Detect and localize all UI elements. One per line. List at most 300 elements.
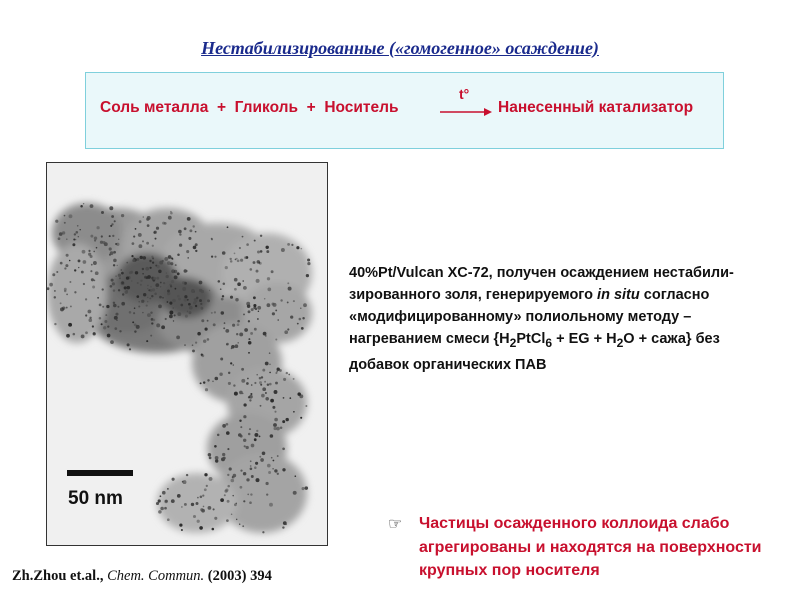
- pt-nanoparticle: [104, 320, 107, 323]
- pt-nanoparticle: [197, 497, 199, 499]
- pt-nanoparticle: [236, 503, 237, 504]
- pt-nanoparticle: [250, 332, 253, 335]
- pt-nanoparticle: [110, 340, 114, 344]
- description-line: нагреванием смеси {$H_2PtCl_6$ + EG + $H_2O$ + сажа} без: [349, 331, 720, 350]
- pt-nanoparticle: [259, 381, 262, 384]
- pt-nanoparticle: [228, 372, 230, 374]
- pt-nanoparticle: [177, 295, 180, 298]
- pt-nanoparticle: [144, 276, 147, 279]
- pt-nanoparticle: [188, 303, 191, 306]
- pt-nanoparticle: [207, 379, 209, 381]
- pt-nanoparticle: [143, 293, 146, 296]
- pt-nanoparticle: [233, 364, 235, 366]
- pt-nanoparticle: [94, 237, 97, 240]
- pt-nanoparticle: [155, 283, 159, 287]
- pt-nanoparticle: [224, 489, 227, 492]
- pt-nanoparticle: [49, 283, 53, 287]
- pt-nanoparticle: [293, 300, 295, 302]
- pt-nanoparticle: [121, 302, 125, 306]
- pt-nanoparticle: [129, 348, 131, 350]
- pt-nanoparticle: [213, 323, 216, 326]
- pt-nanoparticle: [151, 322, 153, 324]
- pt-nanoparticle: [78, 236, 79, 237]
- pt-nanoparticle: [182, 287, 186, 291]
- pt-nanoparticle: [224, 322, 226, 324]
- pt-nanoparticle: [195, 231, 197, 233]
- pt-nanoparticle: [52, 273, 55, 276]
- pt-nanoparticle: [170, 262, 173, 265]
- pt-nanoparticle: [66, 254, 69, 257]
- pt-nanoparticle: [274, 469, 277, 472]
- pt-nanoparticle: [261, 394, 265, 398]
- pt-nanoparticle: [215, 377, 219, 381]
- pt-nanoparticle: [197, 332, 201, 336]
- pt-nanoparticle: [253, 296, 256, 299]
- pt-nanoparticle: [243, 472, 246, 475]
- pt-nanoparticle: [116, 243, 119, 246]
- pt-nanoparticle: [301, 248, 303, 250]
- pt-nanoparticle: [237, 323, 240, 326]
- pt-nanoparticle: [248, 320, 250, 322]
- pt-nanoparticle: [149, 260, 151, 262]
- pt-nanoparticle: [159, 296, 162, 299]
- scheme-reactants: Соль металла + Гликоль + Носитель: [100, 99, 399, 116]
- pt-nanoparticle: [93, 251, 95, 253]
- pt-nanoparticle: [111, 215, 114, 218]
- pt-nanoparticle: [93, 332, 96, 335]
- pt-nanoparticle: [260, 458, 264, 462]
- pt-nanoparticle: [226, 343, 229, 346]
- pt-nanoparticle: [244, 328, 248, 332]
- pt-nanoparticle: [160, 286, 162, 288]
- pt-nanoparticle: [253, 261, 256, 264]
- pt-nanoparticle: [99, 317, 102, 320]
- pt-nanoparticle: [212, 380, 214, 382]
- pt-nanoparticle: [234, 392, 238, 396]
- pt-nanoparticle: [192, 344, 194, 346]
- pt-nanoparticle: [256, 430, 258, 432]
- pt-nanoparticle: [64, 215, 66, 217]
- pt-nanoparticle: [138, 233, 142, 237]
- pt-nanoparticle: [220, 498, 224, 502]
- pt-nanoparticle: [189, 229, 192, 232]
- pt-nanoparticle: [237, 259, 240, 262]
- pt-nanoparticle: [200, 303, 202, 305]
- pt-nanoparticle: [281, 248, 285, 252]
- pt-nanoparticle: [273, 303, 277, 307]
- pt-nanoparticle: [163, 282, 165, 284]
- pt-nanoparticle: [299, 318, 302, 321]
- conclusion-text: Частицы осажденного коллоида слабо агрегированы и находятся на поверхности крупных пор носителя: [419, 515, 762, 579]
- scheme-condition: t°: [459, 86, 470, 102]
- pt-nanoparticle: [109, 254, 111, 256]
- pt-nanoparticle: [259, 456, 261, 458]
- pt-nanoparticle: [113, 264, 115, 266]
- pt-nanoparticle: [156, 227, 159, 230]
- pt-nanoparticle: [83, 260, 87, 264]
- pt-nanoparticle: [256, 270, 259, 273]
- pt-nanoparticle: [193, 301, 196, 304]
- pt-nanoparticle: [277, 319, 279, 321]
- pt-nanoparticle: [114, 327, 117, 330]
- pt-nanoparticle: [119, 277, 121, 279]
- pt-nanoparticle: [69, 260, 71, 262]
- pt-nanoparticle: [274, 390, 278, 394]
- pt-nanoparticle: [295, 475, 297, 477]
- pt-nanoparticle: [146, 305, 148, 307]
- pt-nanoparticle: [184, 503, 187, 506]
- pt-nanoparticle: [99, 304, 102, 307]
- pt-nanoparticle: [265, 397, 269, 401]
- pt-nanoparticle: [82, 250, 86, 254]
- pt-nanoparticle: [160, 495, 162, 497]
- pt-nanoparticle: [251, 475, 254, 478]
- pt-nanoparticle: [121, 214, 124, 217]
- pt-nanoparticle: [269, 363, 271, 365]
- pt-nanoparticle: [220, 358, 223, 361]
- pt-nanoparticle: [93, 261, 97, 265]
- pt-nanoparticle: [215, 459, 218, 462]
- pt-nanoparticle: [266, 250, 269, 253]
- pt-nanoparticle: [287, 282, 289, 284]
- pt-nanoparticle: [250, 465, 252, 467]
- pt-nanoparticle: [267, 288, 271, 292]
- pt-nanoparticle: [165, 318, 167, 320]
- pt-nanoparticle: [257, 251, 260, 254]
- pt-nanoparticle: [237, 342, 238, 343]
- pt-nanoparticle: [300, 417, 302, 419]
- pt-nanoparticle: [270, 399, 274, 403]
- pt-nanoparticle: [265, 335, 267, 337]
- pt-nanoparticle: [195, 305, 197, 307]
- pt-nanoparticle: [146, 340, 148, 342]
- pt-nanoparticle: [240, 259, 243, 262]
- pt-nanoparticle: [199, 299, 202, 302]
- pt-nanoparticle: [109, 247, 112, 250]
- pt-nanoparticle: [158, 305, 162, 309]
- pt-nanoparticle: [169, 315, 173, 319]
- pt-nanoparticle: [248, 310, 251, 313]
- pt-nanoparticle: [60, 302, 62, 304]
- pt-nanoparticle: [91, 264, 93, 266]
- pt-nanoparticle: [173, 320, 174, 321]
- pt-nanoparticle: [250, 467, 253, 470]
- pt-nanoparticle: [69, 214, 73, 218]
- pt-nanoparticle: [78, 259, 81, 262]
- pt-nanoparticle: [235, 298, 238, 301]
- pt-nanoparticle: [206, 485, 208, 487]
- pt-nanoparticle: [80, 205, 83, 208]
- pt-nanoparticle: [139, 220, 142, 223]
- pt-nanoparticle: [164, 500, 168, 504]
- pt-nanoparticle: [256, 374, 258, 376]
- pt-nanoparticle: [227, 500, 230, 503]
- pt-nanoparticle: [90, 270, 92, 272]
- pt-nanoparticle: [140, 280, 142, 282]
- pt-nanoparticle: [177, 272, 180, 275]
- pt-nanoparticle: [300, 307, 301, 308]
- pt-nanoparticle: [69, 281, 71, 283]
- pt-nanoparticle: [276, 370, 278, 372]
- pt-nanoparticle: [147, 285, 148, 286]
- pt-nanoparticle: [242, 280, 244, 282]
- pt-nanoparticle: [101, 235, 103, 237]
- pt-nanoparticle: [201, 319, 204, 322]
- pt-nanoparticle: [243, 439, 246, 442]
- pt-nanoparticle: [240, 435, 243, 438]
- pt-nanoparticle: [222, 251, 226, 255]
- pt-nanoparticle: [92, 286, 95, 289]
- pt-nanoparticle: [265, 362, 269, 366]
- pt-nanoparticle: [272, 406, 275, 409]
- pt-nanoparticle: [113, 289, 115, 291]
- pt-nanoparticle: [106, 305, 109, 308]
- pt-nanoparticle: [288, 287, 292, 291]
- pt-nanoparticle: [203, 340, 206, 343]
- pt-nanoparticle: [189, 311, 192, 314]
- pt-nanoparticle: [229, 467, 232, 470]
- pt-nanoparticle: [168, 255, 172, 259]
- pt-nanoparticle: [148, 289, 150, 291]
- pt-nanoparticle: [234, 278, 238, 282]
- pt-nanoparticle: [247, 378, 249, 380]
- conclusion-bullet: [388, 512, 788, 583]
- pt-nanoparticle: [72, 243, 75, 246]
- pt-nanoparticle: [158, 499, 161, 502]
- pt-nanoparticle: [207, 299, 210, 302]
- pt-nanoparticle: [179, 244, 182, 247]
- pt-nanoparticle: [120, 269, 122, 271]
- pt-nanoparticle: [230, 260, 233, 263]
- pt-nanoparticle: [107, 334, 111, 338]
- pt-nanoparticle: [240, 470, 242, 472]
- citation: Zh.Zhou et.al., Chem. Commun. (2003) 394: [12, 568, 272, 584]
- pt-nanoparticle: [221, 311, 224, 314]
- pt-nanoparticle: [227, 474, 229, 476]
- pt-nanoparticle: [115, 275, 117, 277]
- pt-nanoparticle: [179, 233, 181, 235]
- pt-nanoparticle: [284, 330, 288, 334]
- pt-nanoparticle: [177, 494, 181, 498]
- pt-nanoparticle: [228, 382, 231, 385]
- pt-nanoparticle: [240, 426, 242, 428]
- pt-nanoparticle: [296, 246, 299, 249]
- pt-nanoparticle: [271, 457, 273, 459]
- pt-nanoparticle: [225, 329, 229, 333]
- pt-nanoparticle: [179, 523, 182, 526]
- pt-nanoparticle: [143, 216, 145, 218]
- pt-nanoparticle: [257, 318, 259, 320]
- pt-nanoparticle: [170, 212, 173, 215]
- pt-nanoparticle: [167, 518, 170, 521]
- pt-nanoparticle: [280, 299, 282, 301]
- pt-nanoparticle: [142, 312, 143, 313]
- pt-nanoparticle: [235, 344, 239, 348]
- pt-nanoparticle: [275, 382, 278, 385]
- pt-nanoparticle: [66, 307, 68, 309]
- pt-nanoparticle: [132, 242, 135, 245]
- pt-nanoparticle: [268, 471, 271, 474]
- pt-nanoparticle: [181, 506, 182, 507]
- pt-nanoparticle: [119, 330, 121, 332]
- pt-nanoparticle: [103, 326, 106, 329]
- pt-nanoparticle: [254, 240, 256, 242]
- pt-nanoparticle: [158, 510, 162, 514]
- pt-nanoparticle: [249, 501, 252, 504]
- pt-nanoparticle: [221, 298, 224, 301]
- pt-nanoparticle: [205, 388, 208, 391]
- pt-nanoparticle: [255, 462, 258, 465]
- pt-nanoparticle: [266, 493, 268, 495]
- pt-nanoparticle: [174, 270, 177, 273]
- pointing-hand-icon: ☞: [388, 516, 403, 533]
- pt-nanoparticle: [236, 333, 238, 335]
- pt-nanoparticle: [162, 297, 164, 299]
- pt-nanoparticle: [291, 244, 293, 246]
- pt-nanoparticle: [147, 313, 151, 317]
- pt-nanoparticle: [133, 257, 135, 259]
- pt-nanoparticle: [180, 304, 183, 307]
- pt-nanoparticle: [129, 311, 132, 314]
- pt-nanoparticle: [131, 280, 133, 282]
- pt-nanoparticle: [127, 343, 130, 346]
- pt-nanoparticle: [172, 478, 175, 481]
- pt-nanoparticle: [287, 328, 289, 330]
- pt-nanoparticle: [297, 392, 301, 396]
- pt-nanoparticle: [153, 231, 155, 233]
- description-line: 40%Pt/Vulcan XC-72, получен осаждением нестабили-: [349, 265, 734, 281]
- pt-nanoparticle: [187, 311, 189, 313]
- pt-nanoparticle: [97, 297, 99, 299]
- pt-nanoparticle: [247, 494, 249, 496]
- pt-nanoparticle: [155, 238, 157, 240]
- pt-nanoparticle: [76, 231, 79, 234]
- pt-nanoparticle: [151, 295, 153, 297]
- pt-nanoparticle: [230, 362, 232, 364]
- pt-nanoparticle: [81, 271, 84, 274]
- pt-nanoparticle: [109, 206, 113, 210]
- pt-nanoparticle: [286, 372, 288, 374]
- pt-nanoparticle: [133, 312, 135, 314]
- pt-nanoparticle: [267, 277, 270, 280]
- pt-nanoparticle: [293, 411, 295, 413]
- pt-nanoparticle: [226, 431, 230, 435]
- pt-nanoparticle: [207, 320, 209, 322]
- pt-nanoparticle: [164, 257, 168, 261]
- pt-nanoparticle: [117, 306, 119, 308]
- pt-nanoparticle: [90, 235, 93, 238]
- pt-nanoparticle: [209, 477, 213, 481]
- pt-nanoparticle: [161, 325, 165, 329]
- pt-nanoparticle: [100, 241, 103, 244]
- pt-nanoparticle: [232, 495, 234, 497]
- pt-nanoparticle: [218, 280, 221, 283]
- pt-nanoparticle: [267, 303, 271, 307]
- pt-nanoparticle: [201, 509, 205, 513]
- pt-nanoparticle: [81, 334, 85, 338]
- pt-nanoparticle: [160, 507, 164, 511]
- pt-nanoparticle: [196, 297, 198, 299]
- pt-nanoparticle: [214, 445, 217, 448]
- pt-nanoparticle: [121, 281, 124, 284]
- pt-nanoparticle: [200, 496, 203, 499]
- pt-nanoparticle: [254, 382, 256, 384]
- pt-nanoparticle: [85, 298, 87, 300]
- pt-nanoparticle: [199, 281, 203, 285]
- description-line: добавок органических ПАВ: [349, 356, 547, 373]
- pt-nanoparticle: [124, 286, 127, 289]
- pt-nanoparticle: [234, 253, 236, 255]
- pt-nanoparticle: [132, 321, 134, 323]
- pt-nanoparticle: [150, 311, 152, 313]
- pt-nanoparticle: [134, 307, 136, 309]
- pt-nanoparticle: [189, 306, 193, 310]
- pt-nanoparticle: [78, 267, 79, 268]
- pt-nanoparticle: [249, 428, 251, 430]
- pt-nanoparticle: [64, 222, 66, 224]
- pt-nanoparticle: [138, 305, 140, 307]
- pt-nanoparticle: [149, 297, 151, 299]
- pt-nanoparticle: [92, 325, 94, 327]
- pt-nanoparticle: [68, 323, 72, 327]
- pt-nanoparticle: [112, 235, 114, 237]
- pt-nanoparticle: [307, 258, 310, 261]
- pt-nanoparticle: [142, 240, 144, 242]
- pt-nanoparticle: [150, 286, 152, 288]
- pt-nanoparticle: [60, 262, 63, 265]
- pt-nanoparticle: [90, 255, 93, 258]
- pt-nanoparticle: [169, 311, 173, 315]
- sample-description: [349, 262, 769, 376]
- pt-nanoparticle: [197, 520, 200, 523]
- pt-nanoparticle: [239, 419, 241, 421]
- pt-nanoparticle: [167, 488, 169, 490]
- pt-nanoparticle: [215, 456, 219, 460]
- pt-nanoparticle: [236, 258, 238, 260]
- pt-nanoparticle: [74, 291, 76, 293]
- pt-nanoparticle: [223, 457, 226, 460]
- pt-nanoparticle: [267, 464, 271, 468]
- pt-nanoparticle: [136, 325, 140, 329]
- pt-nanoparticle: [246, 382, 249, 385]
- pt-nanoparticle: [200, 382, 202, 384]
- pt-nanoparticle: [231, 479, 235, 483]
- pt-nanoparticle: [258, 262, 260, 264]
- pt-nanoparticle: [156, 277, 159, 280]
- pt-nanoparticle: [112, 282, 115, 285]
- pt-nanoparticle: [172, 258, 174, 260]
- pt-nanoparticle: [265, 482, 268, 485]
- description-line: «модифицированному» полиольному методу –: [349, 309, 692, 325]
- pt-nanoparticle: [164, 507, 167, 510]
- pt-nanoparticle: [283, 378, 286, 381]
- pt-nanoparticle: [56, 271, 58, 273]
- pt-nanoparticle: [166, 275, 169, 278]
- pt-nanoparticle: [58, 237, 61, 240]
- pt-nanoparticle: [248, 433, 251, 436]
- pt-nanoparticle: [270, 434, 274, 438]
- pt-nanoparticle: [188, 237, 191, 240]
- pt-nanoparticle: [178, 298, 181, 301]
- pt-nanoparticle: [256, 478, 260, 482]
- pt-nanoparticle: [239, 247, 241, 249]
- pt-nanoparticle: [171, 499, 175, 503]
- pt-nanoparticle: [118, 274, 121, 277]
- pt-nanoparticle: [234, 288, 237, 291]
- pt-nanoparticle: [217, 434, 220, 437]
- pt-nanoparticle: [243, 415, 246, 418]
- pt-nanoparticle: [158, 270, 161, 273]
